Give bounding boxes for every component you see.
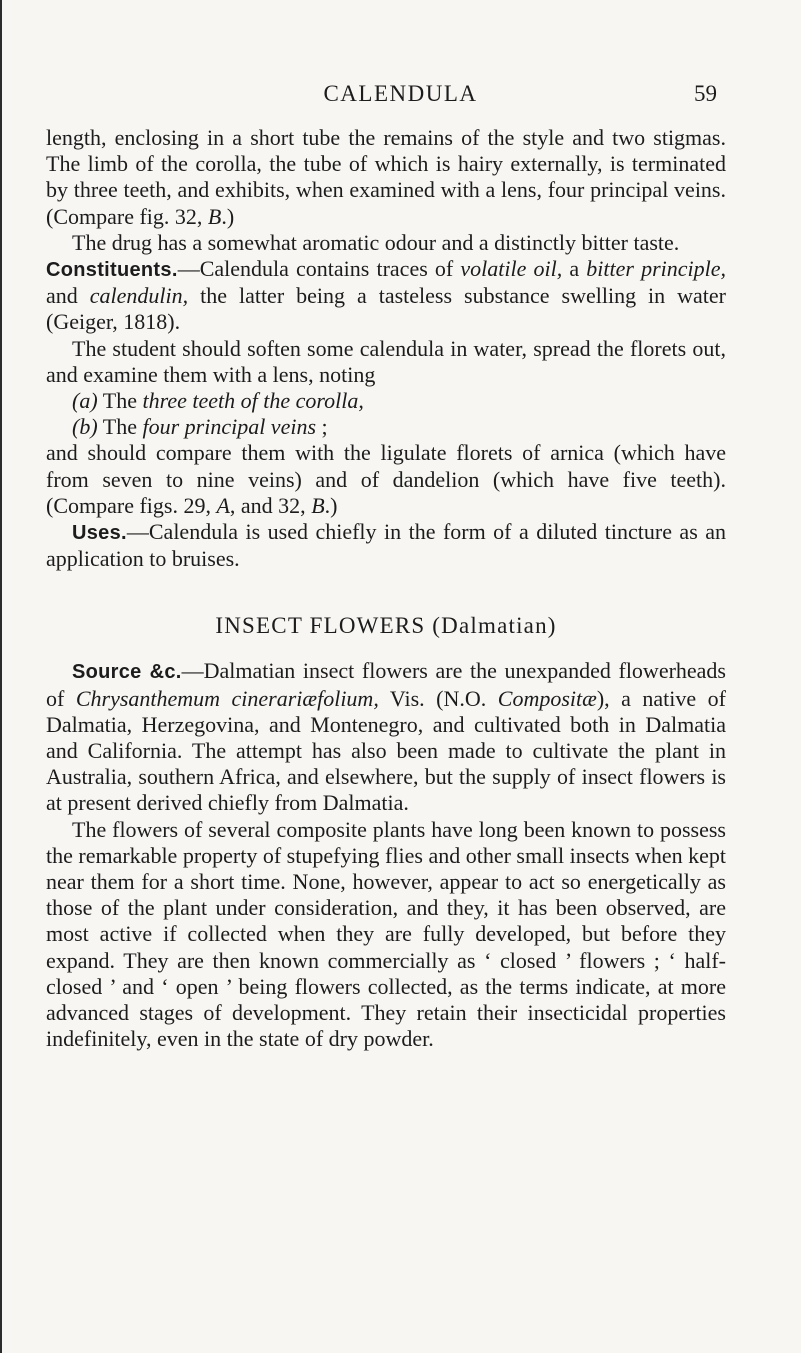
paragraph-student-note: The student should soften some calendula in water, spread the florets out, and examine them with a lens, noting <box>46 335 726 387</box>
section-heading-uses: Uses. <box>72 522 127 545</box>
paragraph-source: Source &c.—Dalmatian insect flowers are the unexpanded flowerheads of Chrysanthemum cinerariæfolium, Vis. (N.O. Compositæ), a native of Dalmatia, Herzegovina, and Montenegro, and cultivated both in Dalmatia and California. The attempt has also been made to cultivate the plant in Australia, southern Africa, and elsewhere, but the supply of insect flowers is at present derived chiefly from Dalmatia. <box>46 658 726 816</box>
paragraph-compare: and should compare them with the ligulate florets of arnica (which have from seven to nine veins) and of dandelion (which have five teeth). (Compare figs. 29, A, and 32, B.) <box>46 440 726 518</box>
section-heading-constituents: Constituents. <box>46 259 178 282</box>
paragraph-description: length, enclosing in a short tube the remains of the style and two stigmas. The limb of the corolla, the tube of which is hairy externally, is terminated by three teeth, and exhibits, when examined with a lens, four principal veins. (Compare fig. 32, B.) <box>46 125 726 229</box>
section-heading-source: Source &c. <box>72 661 182 684</box>
list-item-a: (a) The three teeth of the corolla, <box>72 388 364 414</box>
section-title-insect-flowers: INSECT FLOWERS (Dalmatian) <box>215 613 557 639</box>
paragraph-odour: The drug has a somewhat aromatic odour and a distinctly bitter taste. <box>72 229 680 255</box>
paragraph-uses: Uses.—Calendula is used chiefly in the form of a diluted tincture as an application to bruises. <box>46 519 726 572</box>
paragraph-stupefying: The flowers of several composite plants have long been known to possess the remarkable property of stupefying flies and other small insects when kept near them for a short time. None, however, appear to act so energetically as those of the plant under consideration, and they, it has been observed, are most active if collected when they are fully developed, but before they expand. They are then known commercially as ‘ closed ’ flowers ; ‘ half-closed ’ and ‘ open ’ being flowers collected, as the terms indicate, at more advanced stages of development. They retain their insecticidal properties indefinitely, even in the state of dry powder. <box>46 816 726 1052</box>
page-number: 59 <box>694 81 717 106</box>
running-head: CALENDULA <box>323 81 478 106</box>
paragraph-constituents: Constituents.—Calendula contains traces of volatile oil, a bitter principle, and calendulin, the latter being a tasteless substance swelling in water (Geiger, 1818). <box>46 256 727 335</box>
page-header <box>0 81 801 111</box>
scan-edge-line <box>0 0 2 1353</box>
list-item-b: (b) The four principal veins ; <box>72 414 328 440</box>
page-body <box>46 125 726 1053</box>
